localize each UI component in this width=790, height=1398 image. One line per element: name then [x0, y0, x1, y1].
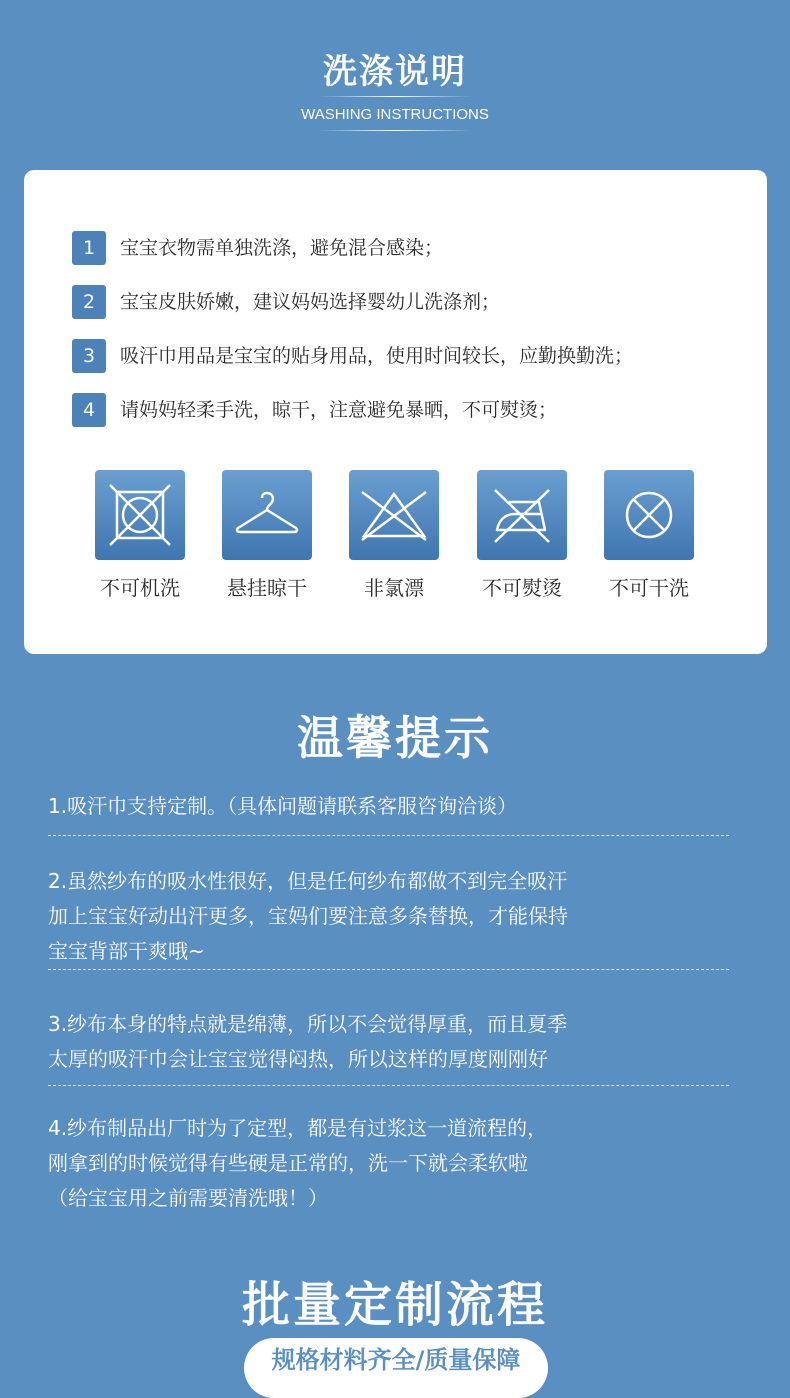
- care-symbol-label: 悬挂晾干: [227, 576, 307, 600]
- no-dry-clean-icon: [604, 470, 694, 560]
- no-iron-icon: [477, 470, 567, 560]
- tip-item: [48, 864, 738, 969]
- washing-item-text: 宝宝衣物需单独洗涤，避免混合感染；: [120, 237, 444, 259]
- tip-item: [48, 1111, 738, 1216]
- care-symbol-no-machine-wash: [90, 470, 190, 601]
- washing-subtitle: WASHING INSTRUCTIONS: [301, 106, 489, 123]
- care-symbol-label: 不可熨烫: [482, 576, 562, 600]
- washing-card: [24, 170, 767, 654]
- tips-title: 温馨提示: [297, 711, 493, 765]
- care-symbol-no-dry-clean: [599, 470, 699, 601]
- washing-title: 洗涤说明: [323, 52, 467, 92]
- tip-line: 4.纱布制品出厂时为了定型，都是有过浆这一道流程的，: [48, 1116, 548, 1140]
- tip-line: 刚拿到的时候觉得有些硬是正常的，洗一下就会柔软啦: [48, 1151, 528, 1175]
- washing-item-text: 宝宝皮肤娇嫩，建议妈妈选择婴幼儿洗涤剂；: [120, 291, 501, 313]
- subtitle-divider-top: [318, 96, 472, 97]
- tip-line: 加上宝宝好动出汗更多，宝妈们要注意多条替换，才能保持: [48, 904, 568, 928]
- flow-title: 批量定制流程: [241, 1277, 548, 1333]
- no-machine-wash-icon: [95, 470, 185, 560]
- tip-line: 3.纱布本身的特点就是绵薄，所以不会觉得厚重，而且夏季: [48, 1012, 568, 1036]
- dashed-divider: [48, 835, 729, 836]
- item-number-badge: 4: [72, 393, 106, 427]
- care-symbol-label: 非氯漂: [364, 576, 424, 600]
- no-bleach-icon: [349, 470, 439, 560]
- subtitle-divider-bottom: [318, 130, 472, 131]
- tip-item: [48, 1007, 738, 1077]
- care-symbol-label: 不可干洗: [609, 576, 689, 600]
- hang-dry-icon: [222, 470, 312, 560]
- tip-line: 太厚的吸汗巾会让宝宝觉得闷热，所以这样的厚度刚刚好: [48, 1047, 548, 1071]
- item-number-badge: 3: [72, 339, 106, 373]
- care-symbol-hang-dry: [217, 470, 317, 601]
- care-symbol-label: 不可机洗: [100, 576, 180, 600]
- flow-subtitle-pill: 规格材料齐全/质量保障: [244, 1338, 548, 1398]
- tip-line: 2.虽然纱布的吸水性很好，但是任何纱布都做不到完全吸汗: [48, 869, 568, 893]
- item-number-badge: 1: [72, 231, 106, 265]
- tip-item: [48, 789, 738, 824]
- washing-item-text: 请妈妈轻柔手洗，晾干，注意避免暴晒，不可熨烫；: [120, 399, 558, 421]
- tip-line: （给宝宝用之前需要清洗哦！）: [48, 1186, 328, 1210]
- tip-line: 宝宝背部干爽哦~: [48, 939, 205, 963]
- dashed-divider: [48, 1085, 729, 1086]
- dashed-divider: [48, 969, 729, 970]
- care-symbol-no-iron: [472, 470, 572, 601]
- item-number-badge: 2: [72, 285, 106, 319]
- tip-line: 1.吸汗巾支持定制。（具体问题请联系客服咨询洽谈）: [48, 794, 518, 818]
- washing-item-text: 吸汗巾用品是宝宝的贴身用品，使用时间较长，应勤换勤洗；: [120, 345, 634, 367]
- care-symbol-no-bleach: [344, 470, 444, 601]
